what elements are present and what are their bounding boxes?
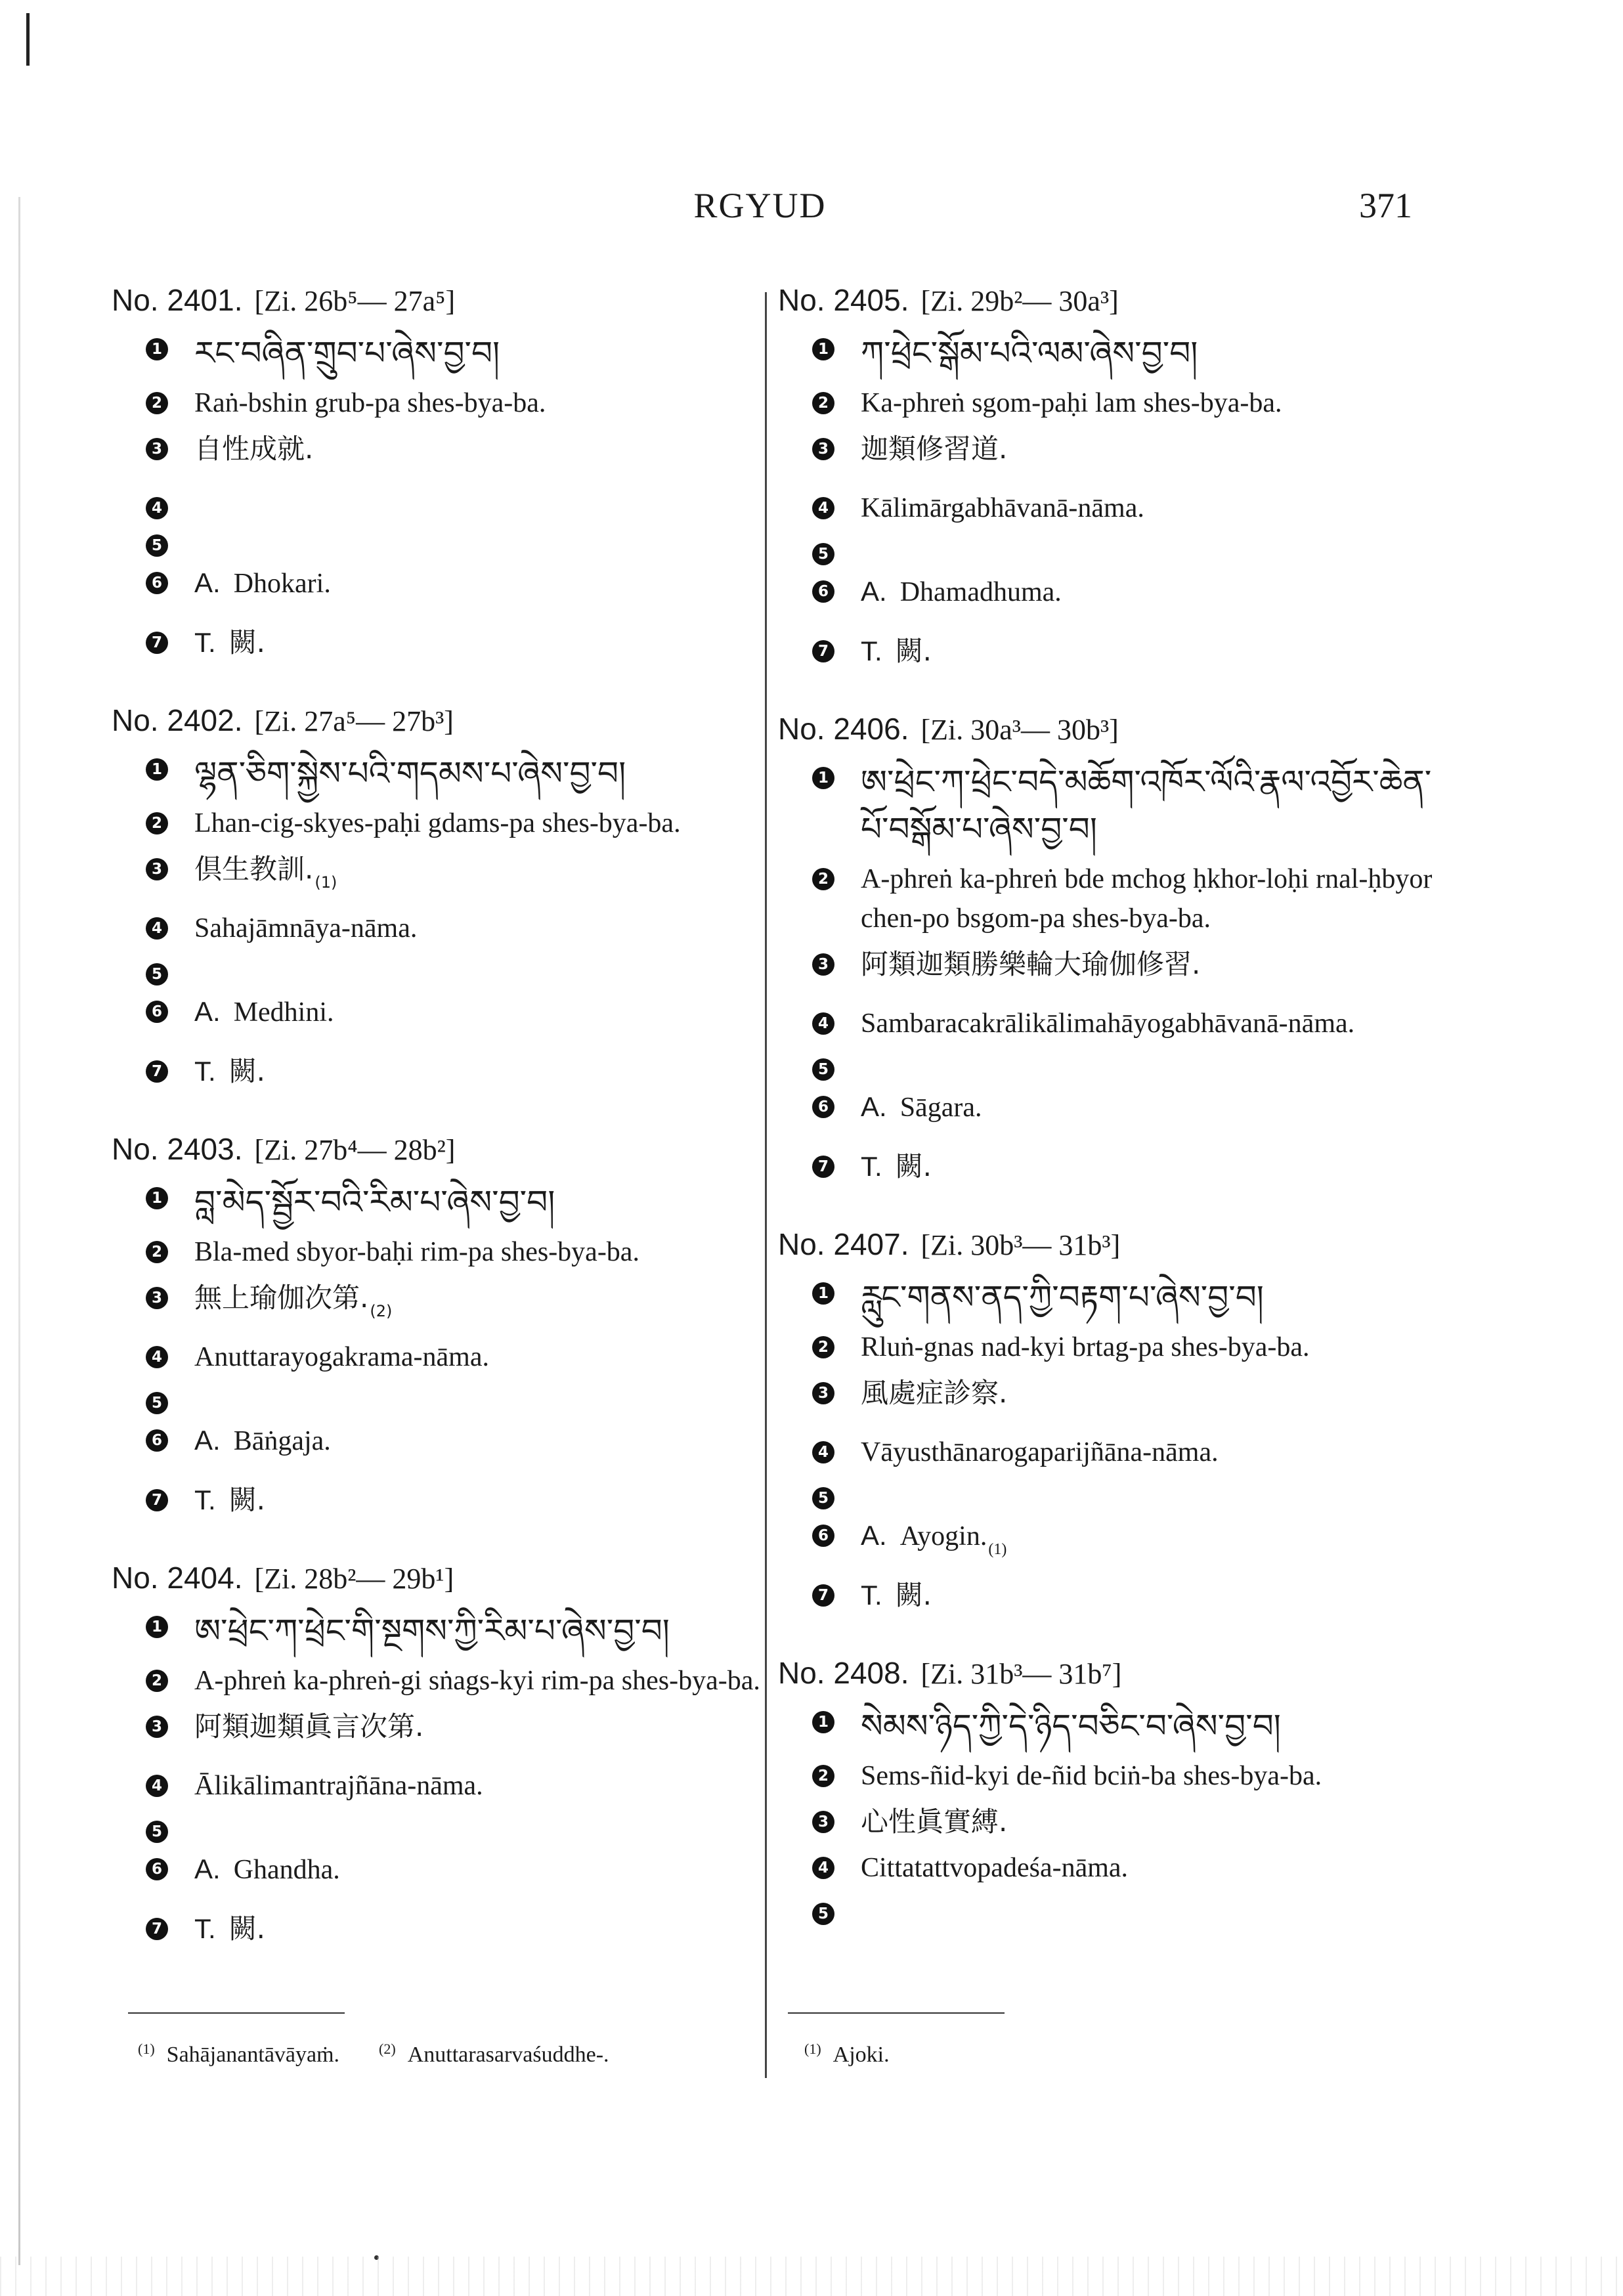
circled-number-4-icon: 4 [146,497,168,519]
scan-edge-mark [26,13,30,66]
field-2-value: Raṅ-bshin grub-pa shes-bya-ba. [194,388,546,418]
field-4-text [861,1433,1448,1472]
field-4-value: Sahajāmnāya-nāma. [194,913,418,943]
footnotes-left [138,2041,649,2068]
footnote-text: Anuttarasarvaśuddhe-. [407,2043,609,2068]
field-4 [778,1848,1448,1888]
circled-number-5-icon: 5 [146,1392,168,1414]
footnotes-right [804,2041,929,2068]
circled-number-1-icon: 1 [146,1187,168,1209]
field-2-text [194,1232,775,1272]
entry-folio-reference: [Zi. 29b²— 30a³] [920,285,1119,317]
field-1 [112,330,775,377]
field-3-value: 無上瑜伽次第. [194,1282,369,1314]
circled-number-7-icon: 7 [812,1156,834,1178]
footnote-mark: (1) [804,2041,821,2057]
field-4 [778,488,1448,528]
field-6-text [861,572,1448,625]
entry-header [778,1655,1448,1691]
field-7 [112,1909,775,1949]
circled-number-5-icon: 5 [812,1487,834,1509]
field-1 [778,1702,1448,1750]
footnote-reference: (2) [370,1302,393,1320]
circled-number-7-icon: 7 [146,1918,168,1940]
field-1 [112,750,775,797]
field-6-value: Dhokari. [233,569,331,599]
field-7-text [861,1576,1448,1616]
field-1 [778,758,1448,853]
entry-folio-reference: [Zi. 30a³— 30b³] [920,714,1119,746]
circled-number-5-icon: 5 [146,963,168,986]
field-7 [778,1576,1448,1616]
footnote [138,2043,339,2067]
circled-number-2-icon: 2 [146,392,168,414]
field-3-text [861,1374,1448,1426]
field-2-value: Ka-phreṅ sgom-paḥi lam shes-bya-ba. [861,388,1282,418]
field-4 [112,488,775,519]
role-label: A. [861,1520,887,1551]
entry-number: No. 2407. [778,1227,909,1261]
circled-number-6-icon: 6 [146,1858,168,1880]
field-1-text [194,1607,775,1655]
circled-number-4-icon: 4 [812,1441,834,1463]
field-2-text [861,383,1448,423]
field-1-text [861,1274,1448,1321]
field-2-value: Bla-med sbyor-baḥi rim-pa shes-bya-ba. [194,1237,639,1267]
circled-number-1-icon: 1 [812,338,834,360]
entry-header [778,282,1448,318]
field-4 [112,1766,775,1806]
circled-number-4-icon: 4 [812,1012,834,1035]
field-3-text [194,1278,775,1331]
role-label: A. [861,1091,887,1122]
circled-number-2-icon: 2 [146,1670,168,1692]
field-1 [112,1607,775,1655]
catalog-entry [778,282,1448,672]
circled-number-3-icon: 3 [146,858,168,880]
footnote-rule-right [788,2012,1005,2014]
catalog-entry [778,1655,1448,1925]
field-1-text [194,330,775,377]
circled-number-3-icon: 3 [146,438,168,460]
field-4-value: Sambaracakrālikālimahāyogabhāvanā-nāma. [861,1008,1355,1039]
field-2 [778,1328,1448,1367]
missing-mark: 闕. [228,626,266,659]
circled-number-2-icon: 2 [812,1765,834,1787]
circled-number-3-icon: 3 [812,953,834,976]
field-4-value: Kālimārgabhāvanā-nāma. [861,493,1144,523]
field-2 [778,383,1448,423]
page-title: RGYUD [693,186,827,225]
footnote [804,2043,890,2067]
field-2-value: A-phreṅ ka-phreṅ-gi sṅags-kyi rim-pa shes-bya-ba. [194,1666,760,1696]
circled-number-2-icon: 2 [146,1241,168,1263]
field-6 [778,1516,1448,1569]
field-1-value: ལྷན་ཅིག་སྐྱེས་པའི་གདམས་པ་ཞེས་བྱ་བ། [194,754,626,792]
circled-number-2-icon: 2 [812,1336,834,1358]
circled-number-7-icon: 7 [146,632,168,654]
field-2-text [194,383,775,423]
field-3-value: 風處症診察. [861,1377,1008,1409]
circled-number-1-icon: 1 [146,338,168,360]
field-2-text [194,1661,775,1700]
field-2-text [861,1328,1448,1367]
circled-number-1-icon: 1 [146,1616,168,1638]
footnote-reference: (1) [314,873,337,892]
circled-number-3-icon: 3 [146,1287,168,1309]
field-2-text [861,1756,1448,1796]
footnote [379,2043,609,2067]
field-4-text [861,1848,1448,1888]
catalog-entry [112,1131,775,1521]
catalog-entry [778,711,1448,1187]
circled-number-7-icon: 7 [146,1489,168,1511]
field-6 [778,572,1448,625]
field-3-value: 自性成就. [194,433,314,465]
field-6-value: Ayogin. [899,1521,987,1551]
field-2 [112,804,775,843]
field-3 [778,1802,1448,1842]
field-3 [778,945,1448,997]
field-3 [112,850,775,902]
circled-number-1-icon: 1 [812,1711,834,1733]
circled-number-4-icon: 4 [812,497,834,519]
circled-number-4-icon: 4 [146,1346,168,1368]
field-4-value: Anuttarayogakrama-nāma. [194,1342,489,1372]
role-label: A. [194,1853,221,1884]
field-2 [112,383,775,423]
field-4-text [861,1004,1448,1043]
circled-number-5-icon: 5 [146,1821,168,1843]
field-4-text [194,1766,775,1806]
field-1 [778,330,1448,377]
field-7-text [861,632,1448,672]
field-3 [112,1278,775,1331]
field-7 [112,1481,775,1521]
field-6-text [861,1087,1448,1140]
entry-folio-reference: [Zi. 30b³— 31b³] [920,1229,1121,1261]
field-7-text [194,1052,775,1092]
field-4 [778,1004,1448,1043]
entry-header [112,1560,775,1595]
role-label: T. [194,627,216,658]
field-1-text [861,330,1448,377]
role-label: T. [861,1580,882,1611]
role-label: A. [194,996,221,1027]
footnote-mark: (1) [138,2041,155,2057]
entry-number: No. 2406. [778,712,909,746]
entry-number: No. 2401. [112,283,243,317]
field-2 [778,1756,1448,1796]
field-7 [778,632,1448,672]
field-6 [112,992,775,1045]
field-7 [112,1052,775,1092]
footnote-text: Sahājanantāvāyaṁ. [166,2043,340,2068]
field-3 [778,429,1448,482]
entry-header [778,711,1448,747]
field-6-text [194,1421,775,1474]
role-label: T. [194,1484,216,1515]
entry-header [112,282,775,318]
field-6 [112,563,775,617]
field-1-value: རང་བཞིན་གྲུབ་པ་ཞེས་བྱ་བ། [194,334,500,372]
scan-binding-shadow [18,197,20,2265]
catalog-entry [112,703,775,1092]
field-3-value: 倶生教訓. [194,853,314,885]
field-6-text [194,563,775,617]
entry-header [112,703,775,738]
field-4 [112,1337,775,1377]
circled-number-6-icon: 6 [812,580,834,603]
entry-folio-reference: [Zi. 26b⁵— 27a⁵] [254,285,456,317]
field-4-text [194,909,775,948]
entry-header [778,1226,1448,1262]
role-label: T. [861,636,882,666]
field-6-text [861,1516,1448,1569]
circled-number-2-icon: 2 [812,868,834,890]
field-5 [112,1812,775,1843]
entry-number: No. 2405. [778,283,909,317]
circled-number-7-icon: 7 [812,1584,834,1607]
field-3-text [861,945,1448,997]
role-label: T. [194,1913,216,1944]
field-3-text [194,1707,775,1760]
field-1-value: རླུང་གནས་ནད་ཀྱི་བརྟག་པ་ཞེས་བྱ་བ། [861,1278,1264,1316]
field-2 [112,1232,775,1272]
field-5 [112,526,775,557]
scan-noise-strip [0,2257,1623,2296]
circled-number-2-icon: 2 [812,392,834,414]
field-2-text [194,804,775,843]
field-7 [112,623,775,663]
circled-number-1-icon: 1 [812,1282,834,1305]
field-2-value: Rluṅ-gnas nad-kyi brtag-pa shes-bya-ba. [861,1332,1310,1362]
field-1-value: ཨ་ཕྲེང་ཀ་ཕྲེང་གི་སྔགས་ཀྱི་རིམ་པ་ཞེས་བྱ་བ། [194,1612,670,1650]
circled-number-5-icon: 5 [812,1058,834,1081]
role-label: A. [861,576,887,607]
footnote-mark: (2) [379,2041,396,2057]
field-6 [112,1421,775,1474]
field-6-value: Bāṅgaja. [233,1426,331,1456]
field-3-value: 心性眞實縛. [861,1806,1008,1838]
entry-folio-reference: [Zi. 27a⁵— 27b³] [254,705,454,737]
field-6-value: Ghandha. [233,1855,340,1885]
field-6-value: Sāgara. [899,1093,982,1123]
entry-number: No. 2404. [112,1561,243,1595]
circled-number-5-icon: 5 [812,1903,834,1925]
entry-folio-reference: [Zi. 27b⁴— 28b²] [254,1134,456,1166]
field-1-value: ཨ་ཕྲེང་ཀ་ཕྲེང་བདེ་མཆོག་འཁོར་ལོའི་རྣལ་འབྱོར་ཆེན་པོ་བསྒོམ་པ་ཞེས་བྱ་བ། [861,763,1432,848]
field-2 [778,859,1448,938]
circled-number-6-icon: 6 [146,1001,168,1023]
field-3-value: 阿類迦類勝樂輪大瑜伽修習. [861,948,1201,980]
circled-number-4-icon: 4 [146,1775,168,1797]
field-6-value: Medhini. [233,997,334,1028]
role-label: T. [194,1056,216,1087]
circled-number-1-icon: 1 [812,767,834,789]
field-7-text [194,1481,775,1521]
field-3 [112,1707,775,1760]
field-5 [112,1383,775,1414]
field-2-text [861,859,1448,938]
circled-number-1-icon: 1 [146,758,168,781]
role-label: A. [194,1425,221,1456]
field-6-text [194,992,775,1045]
entry-folio-reference: [Zi. 28b²— 29b¹] [254,1563,454,1595]
field-6-text [194,1850,775,1903]
field-2 [112,1661,775,1700]
circled-number-6-icon: 6 [146,1429,168,1452]
role-label: A. [194,567,221,598]
field-2-value: Lhan-cig-skyes-paḥi gdams-pa shes-bya-ba. [194,808,681,838]
field-4-value: Ālikālimantrajñāna-nāma. [194,1771,483,1801]
field-1-text [861,1702,1448,1750]
footnote-reference: (1) [988,1541,1007,1558]
field-4-text [194,1337,775,1377]
catalog-entry [778,1226,1448,1616]
entry-number: No. 2403. [112,1132,243,1166]
field-1-value: ཀ་ཕྲེང་སྒོམ་པའི་ལམ་ཞེས་བྱ་བ། [861,334,1198,372]
circled-number-3-icon: 3 [812,1811,834,1833]
circled-number-2-icon: 2 [146,812,168,834]
field-1-text [861,758,1448,853]
circled-number-4-icon: 4 [812,1857,834,1879]
field-4 [778,1433,1448,1472]
field-4-value: Cittatattvopadeśa-nāma. [861,1853,1129,1883]
missing-mark: 闕. [228,1055,266,1087]
missing-mark: 闕. [895,1579,932,1611]
field-1-text [194,1179,775,1226]
circled-number-6-icon: 6 [812,1096,834,1118]
field-5 [112,955,775,986]
field-1 [112,1179,775,1226]
missing-mark: 闕. [228,1913,266,1945]
field-3-text [194,429,775,482]
left-column [112,282,775,1989]
right-column [778,282,1448,1964]
field-3-text [861,429,1448,482]
role-label: T. [861,1151,882,1182]
field-5 [778,1050,1448,1081]
entry-number: No. 2408. [778,1656,909,1690]
page-number: 371 [1359,186,1412,225]
circled-number-3-icon: 3 [812,438,834,460]
field-1-value: སེམས་ཉིད་ཀྱི་དེ་ཉིད་བཅིང་བ་ཞེས་བྱ་བ། [861,1707,1281,1745]
circled-number-3-icon: 3 [146,1716,168,1738]
field-3 [112,429,775,482]
circled-number-5-icon: 5 [146,534,168,557]
field-5 [778,534,1448,565]
missing-mark: 闕. [228,1484,266,1516]
field-4-value: Vāyusthānarogaparijñāna-nāma. [861,1437,1219,1467]
field-3-value: 阿類迦類眞言次第. [194,1710,424,1743]
entry-number: No. 2402. [112,703,243,737]
circled-number-6-icon: 6 [812,1525,834,1547]
field-7-text [194,623,775,663]
field-2-value: Sems-ñid-kyi de-ñid bciṅ-ba shes-bya-ba. [861,1761,1322,1791]
missing-mark: 闕. [895,1150,932,1182]
field-1-value: བླ་མེད་སྦྱོར་བའི་རིམ་པ་ཞེས་བྱ་བ། [194,1183,555,1221]
footnote-text: Ajoki. [833,2043,890,2068]
field-1-text [194,750,775,797]
entry-header [112,1131,775,1167]
field-5 [778,1479,1448,1509]
circled-number-7-icon: 7 [146,1060,168,1083]
field-3-value: 迦類修習道. [861,433,1008,465]
field-4-text [861,488,1448,528]
catalog-entry [112,1560,775,1949]
entry-folio-reference: [Zi. 31b³— 31b⁷] [920,1658,1122,1690]
field-2-value: A-phreṅ ka-phreṅ bde mchog ḥkhor-loḥi rnal-ḥbyor chen-po bsgom-pa shes-bya-ba. [861,864,1433,934]
field-6 [778,1087,1448,1140]
field-7-text [861,1147,1448,1187]
circled-number-3-icon: 3 [812,1382,834,1404]
field-5 [778,1894,1448,1925]
field-3 [778,1374,1448,1426]
field-4 [112,909,775,948]
catalog-entry [112,282,775,663]
field-1 [778,1274,1448,1321]
field-3-text [861,1802,1448,1842]
field-6-value: Dhamadhuma. [899,577,1062,607]
circled-number-6-icon: 6 [146,572,168,594]
field-3-text [194,850,775,902]
circled-number-4-icon: 4 [146,917,168,940]
circled-number-5-icon: 5 [812,543,834,565]
missing-mark: 闕. [895,635,932,667]
footnote-rule-left [128,2012,345,2014]
field-7 [778,1147,1448,1187]
field-7-text [194,1909,775,1949]
field-6 [112,1850,775,1903]
circled-number-7-icon: 7 [812,640,834,662]
